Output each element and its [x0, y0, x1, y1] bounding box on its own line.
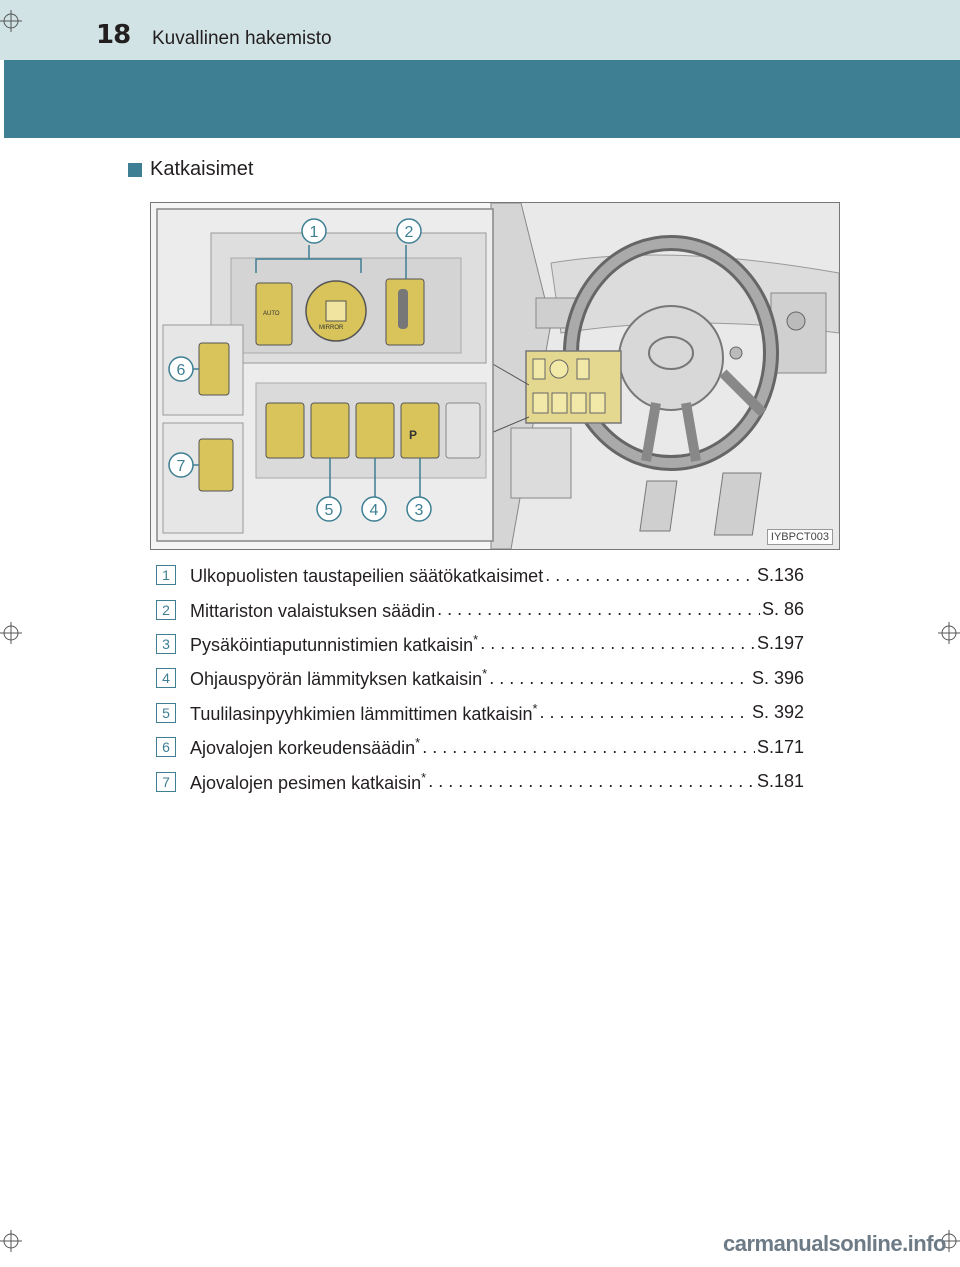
watermark: carmanualsonline.info [723, 1231, 946, 1256]
callout-4: 4 [369, 502, 379, 519]
list-item [156, 661, 804, 695]
item-label: Ajovalojen korkeudensäädin* [190, 735, 421, 759]
page-ref-link[interactable]: S. 396 [751, 667, 804, 688]
switches-illustration [150, 202, 840, 550]
section-title-text: Katkaisimet [150, 158, 254, 180]
callout-7: 7 [176, 458, 186, 475]
section-title [128, 158, 253, 181]
callout-1: 1 [309, 224, 319, 241]
page-ref-link[interactable]: S.171 [756, 736, 804, 757]
list-item [156, 592, 804, 626]
item-label: Ulkopuolisten taustapeilien säätökatkaisimet [190, 566, 544, 587]
crop-mark-icon [938, 622, 960, 644]
callout-2: 2 [404, 224, 414, 241]
header-bar [0, 0, 960, 60]
list-item [156, 764, 804, 798]
item-number: 7 [156, 772, 176, 792]
header-title: Kuvallinen hakemisto [152, 28, 332, 49]
auto-text: AUTO [263, 311, 280, 317]
crop-mark-icon [0, 622, 22, 644]
item-number: 2 [156, 600, 176, 620]
leader-dots [422, 737, 755, 758]
list-item [156, 558, 804, 592]
page-ref-link[interactable]: S.197 [756, 633, 804, 654]
callout-6: 6 [176, 362, 186, 379]
mirror-text: MIRROR [319, 325, 344, 331]
page-ref-link[interactable]: S.181 [756, 771, 804, 792]
header-band [4, 60, 960, 138]
square-bullet-icon [128, 163, 142, 177]
leader-dots [545, 565, 755, 586]
item-label: Ohjauspyörän lämmityksen katkaisin* [190, 666, 488, 690]
leader-dots [480, 633, 755, 654]
leader-dots [489, 668, 750, 689]
callout-3: 3 [414, 502, 424, 519]
page-ref-link[interactable]: S. 86 [761, 599, 804, 620]
item-label: Ajovalojen pesimen katkaisin* [190, 769, 427, 793]
callout-5: 5 [324, 502, 334, 519]
leader-dots [437, 599, 760, 620]
list-item [156, 696, 804, 730]
leader-dots [540, 702, 750, 723]
item-number: 6 [156, 737, 176, 757]
figure-code: IYBPCT003 [767, 529, 833, 545]
item-number: 1 [156, 565, 176, 585]
crop-mark-icon [0, 10, 22, 32]
item-label: Pysäköintiaputunnistimien katkaisin* [190, 631, 479, 655]
item-label: Tuulilasinpyyhkimien lämmittimen katkaisin* [190, 700, 538, 724]
list-item [156, 627, 804, 661]
page-number: 18 [96, 20, 131, 50]
leader-dots [428, 771, 755, 792]
item-number: 4 [156, 668, 176, 688]
switch-list [156, 558, 804, 799]
list-item [156, 730, 804, 764]
item-label: Mittariston valaistuksen säädin [190, 600, 436, 621]
item-number: 5 [156, 703, 176, 723]
item-number: 3 [156, 634, 176, 654]
page-ref-link[interactable]: S.136 [756, 564, 804, 585]
page-ref-link[interactable]: S. 392 [751, 702, 804, 723]
crop-mark-icon [0, 1230, 22, 1252]
p-text: P [409, 428, 418, 442]
dashboard-drawing [151, 203, 839, 549]
